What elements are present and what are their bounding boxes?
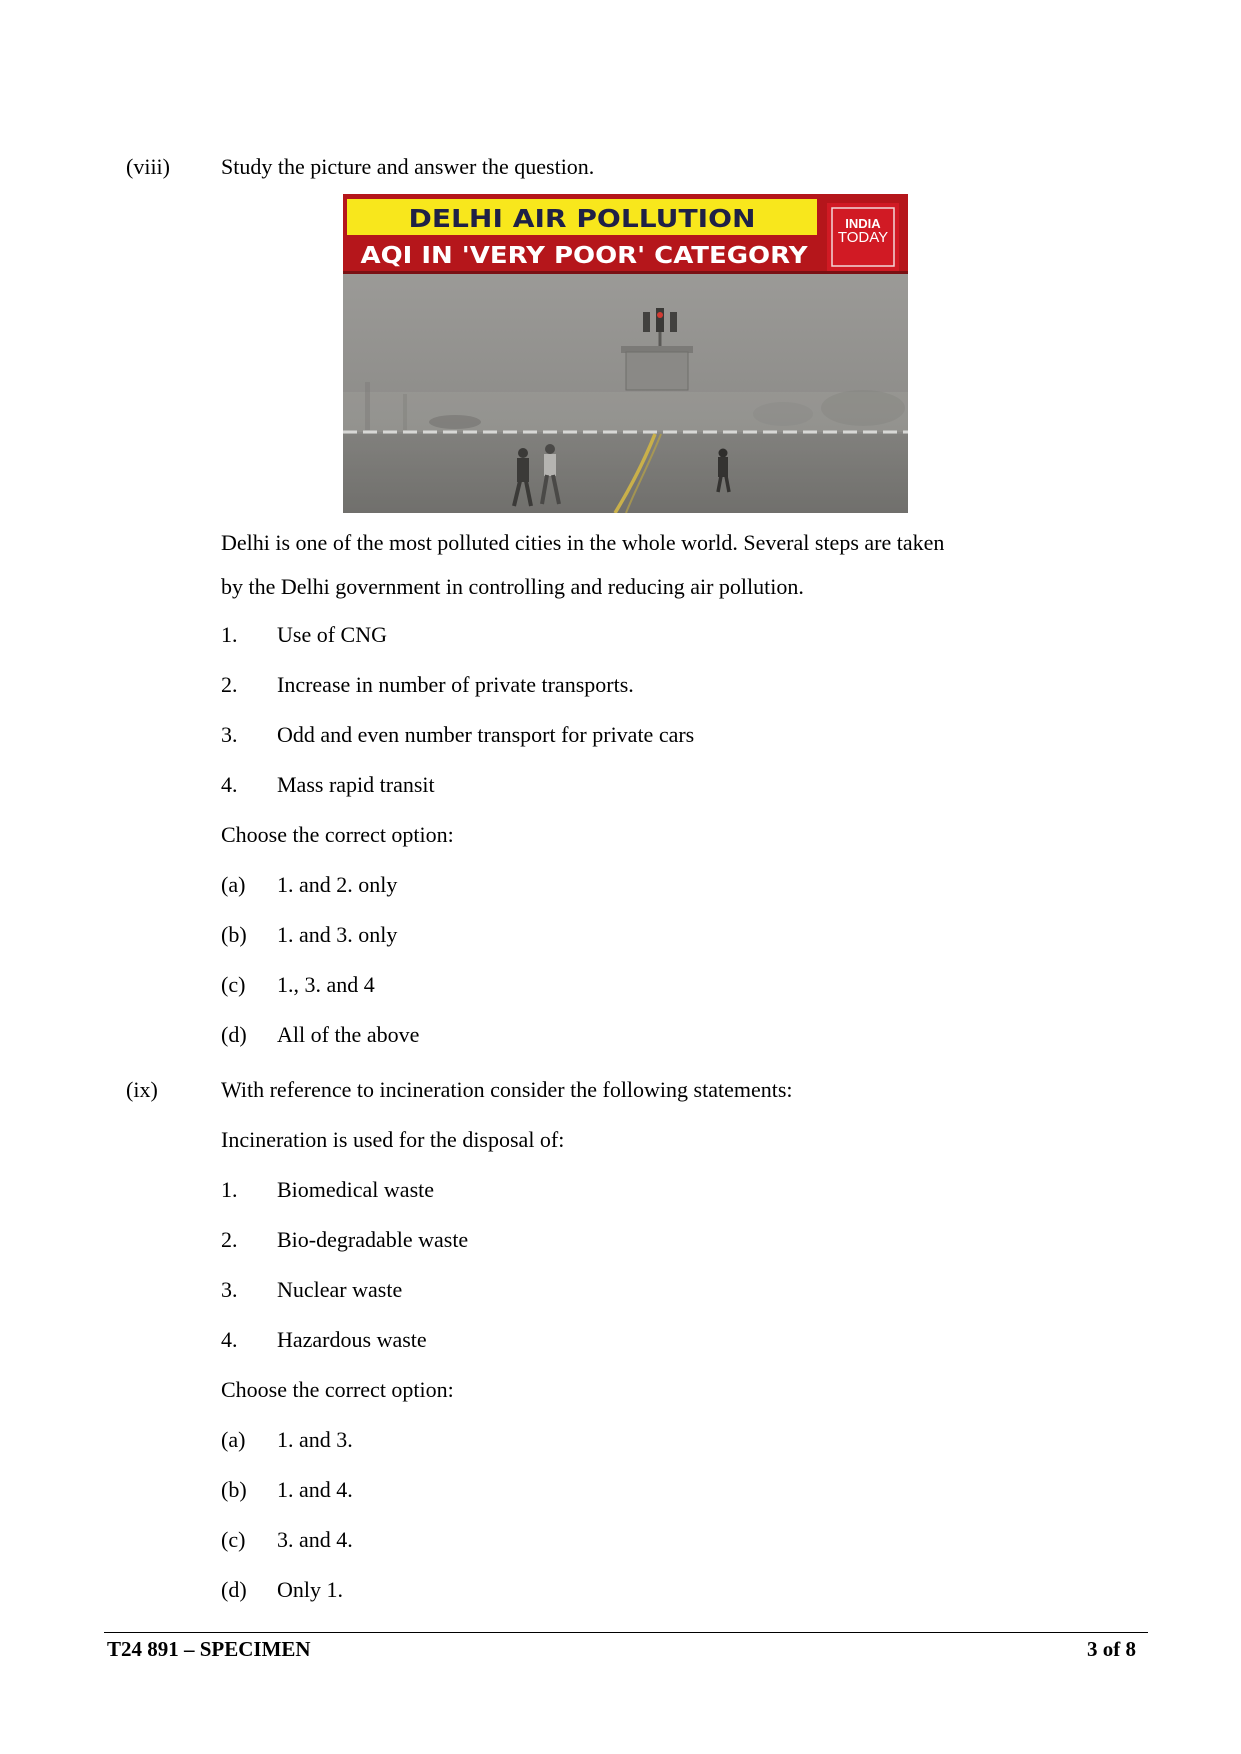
instruction-text: Choose the correct option: [221, 822, 454, 847]
statement [0, 760, 1241, 810]
page-number: 3 of 8 [1087, 1637, 1136, 1661]
option-text: 1. and 3. [277, 1427, 353, 1452]
logo-line1: INDIA [845, 216, 881, 231]
road-surface [343, 434, 908, 513]
option-text: All of the above [277, 1022, 420, 1047]
option [0, 1415, 1241, 1465]
statement [0, 610, 1241, 660]
option [0, 1465, 1241, 1515]
statement [0, 710, 1241, 760]
question-prompt: Study the picture and answer the question. [221, 154, 595, 179]
instruction-text: Choose the correct option: [221, 1377, 454, 1402]
distant-trees [821, 390, 905, 426]
statement-text: Hazardous waste [277, 1327, 427, 1352]
option [0, 1515, 1241, 1565]
statement-text: Biomedical waste [277, 1177, 435, 1202]
passage-text: Delhi is one of the most polluted cities in the whole world. Several steps are taken [221, 530, 945, 555]
option-text: 3. and 4. [277, 1527, 353, 1552]
logo-line2: TODAY [837, 229, 889, 246]
question-lead-text: Incineration is used for the disposal of: [221, 1127, 565, 1152]
statement [0, 1315, 1241, 1365]
signal-box-right [670, 312, 677, 332]
statement-number: 3. [221, 722, 238, 747]
question-prompt: With reference to incineration consider the following statements: [221, 1077, 793, 1102]
instruction [0, 810, 1241, 860]
statement-number: 1. [221, 622, 238, 647]
question-ix [0, 1065, 1241, 1615]
instruction [0, 1365, 1241, 1415]
option-label: (c) [221, 972, 246, 997]
passage-line [0, 565, 1241, 609]
distant-crowd [429, 415, 481, 429]
option [0, 910, 1241, 960]
statement-number: 1. [221, 1177, 238, 1202]
news-banner-shadow [343, 271, 908, 274]
red-signal-light [657, 312, 663, 318]
question-header-row [0, 142, 1241, 192]
passage-text: by the Delhi government in controlling and reducing air pollution. [221, 574, 804, 599]
question-number: (ix) [126, 1077, 158, 1102]
kiosk [626, 352, 688, 390]
subheadline-text: AQI IN 'VERY POOR' CATEGORY [360, 243, 808, 269]
statement [0, 660, 1241, 710]
paper-code: T24 891 – SPECIMEN [107, 1637, 311, 1661]
option-label: (b) [221, 1477, 247, 1502]
option-text: 1. and 2. only [277, 872, 398, 897]
statement-text: Bio-degradable waste [277, 1227, 469, 1252]
question-lead [0, 1115, 1241, 1165]
option-text: 1. and 4. [277, 1477, 353, 1502]
signal-box-center [656, 308, 664, 332]
statement-text: Mass rapid transit [277, 772, 435, 797]
statement-text: Nuclear waste [277, 1277, 403, 1302]
question-viii-header [0, 142, 1241, 192]
option-text: Only 1. [277, 1577, 343, 1602]
question-number: (viii) [126, 154, 170, 179]
far-post [403, 394, 407, 430]
statement [0, 1265, 1241, 1315]
option-label: (a) [221, 872, 246, 897]
distant-trees [753, 402, 813, 426]
option-label: (d) [221, 1577, 247, 1602]
headline-text: DELHI AIR POLLUTION [408, 204, 756, 233]
signal-box-left [643, 312, 650, 332]
option-label: (d) [221, 1022, 247, 1047]
statement-text: Use of CNG [277, 622, 387, 647]
india-today-logo [827, 203, 899, 271]
option [0, 1010, 1241, 1060]
option-text: 1., 3. and 4 [277, 972, 375, 997]
passage-line [0, 521, 1241, 565]
statement-number: 3. [221, 1277, 238, 1302]
option-label: (a) [221, 1427, 246, 1452]
option-label: (c) [221, 1527, 246, 1552]
option-text: 1. and 3. only [277, 922, 398, 947]
news-screenshot-figure [343, 194, 908, 513]
question-viii-body [0, 610, 1241, 1060]
option [0, 860, 1241, 910]
statement-number: 4. [221, 772, 238, 797]
option [0, 960, 1241, 1010]
passage [0, 521, 1241, 609]
option [0, 1565, 1241, 1615]
question-header-row [0, 1065, 1241, 1115]
statement [0, 1165, 1241, 1215]
news-image [343, 194, 908, 513]
statement-text: Odd and even number transport for private cars [277, 722, 695, 747]
option-label: (b) [221, 922, 247, 947]
footer-divider [104, 1632, 1148, 1633]
statement [0, 1215, 1241, 1265]
statement-number: 2. [221, 672, 238, 697]
statement-text: Increase in number of private transports. [277, 672, 634, 697]
far-post [365, 382, 370, 430]
statement-number: 4. [221, 1327, 238, 1352]
statement-number: 2. [221, 1227, 238, 1252]
